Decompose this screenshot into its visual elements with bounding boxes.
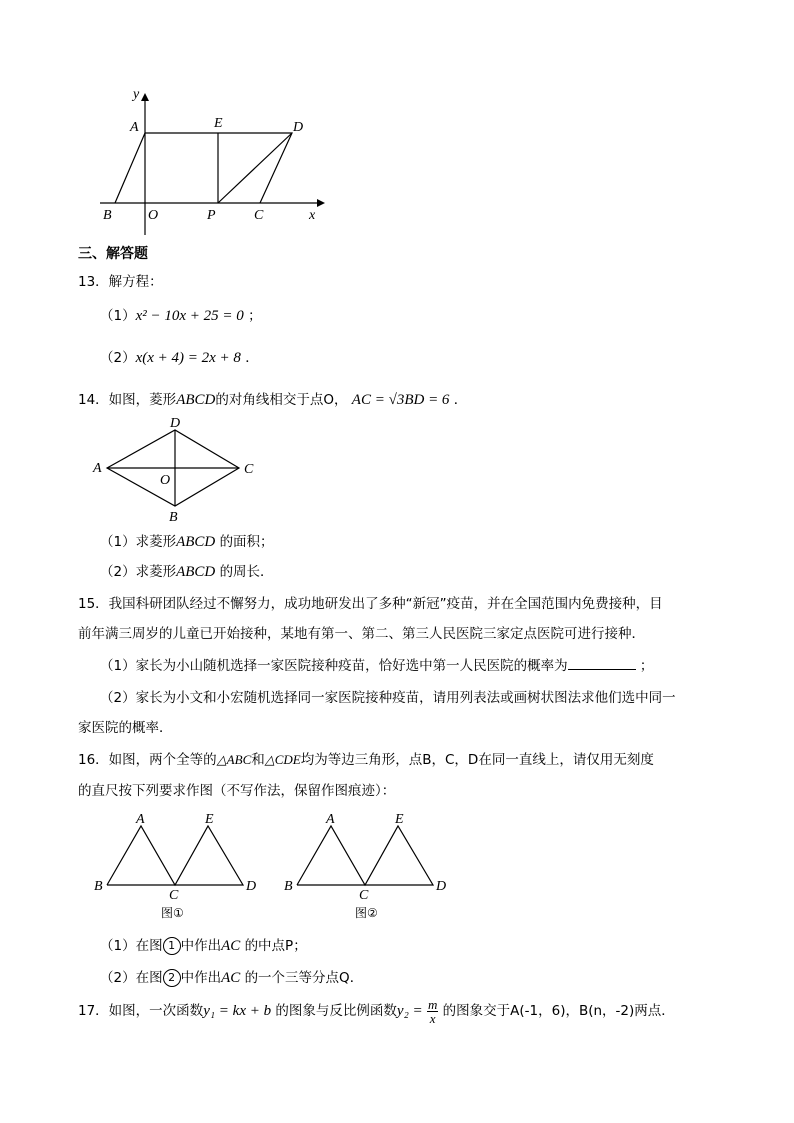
q15-part2-line2: 家医院的概率． <box>78 720 173 736</box>
label-o: O <box>160 473 171 488</box>
label-y: y <box>133 87 140 102</box>
label-b: B <box>284 879 293 894</box>
q14-part1-abcd: ABCD <box>176 534 216 550</box>
q13-part2-end: ． <box>245 350 259 366</box>
q14-abcd: ABCD <box>176 392 216 408</box>
q16-part1 <box>100 934 307 955</box>
q13-part1-equation: x² − 10x + 25 = 0 <box>135 308 244 324</box>
section-title: 三、解答题 <box>78 246 148 262</box>
q13-part1-end: ； <box>248 308 262 324</box>
triangles-figure-2 <box>280 810 455 922</box>
triangle-abc-cde <box>297 826 433 885</box>
figure-caption-2: 图② <box>355 906 378 920</box>
q16-part1-c: 的中点P； <box>244 938 307 954</box>
q14-part2-abcd: ABCD <box>176 564 216 580</box>
q15-line2: 前年满三周岁的儿童已开始接种，某地有第一、第二、第三人民医院三家定点医院可进行接种． <box>78 626 645 642</box>
label-b: B <box>103 208 112 223</box>
label-a: A <box>326 812 335 827</box>
segment-pd <box>218 133 292 203</box>
label-e: E <box>214 116 223 131</box>
triangles-figure-1 <box>90 810 265 922</box>
x-axis-arrow <box>317 199 325 207</box>
q16-part2-a: （2）在图 <box>100 970 163 986</box>
y-axis-arrow <box>141 93 149 101</box>
q13-part1-num: （1） <box>100 308 136 324</box>
q13-stem: 13．解方程： <box>78 274 163 290</box>
q14-stem-a: 14．如图，菱形 <box>78 392 177 408</box>
q14-stem <box>78 388 467 409</box>
label-o: O <box>148 208 159 223</box>
q14-part2 <box>100 560 274 581</box>
q16-tri1: △ABC <box>216 752 252 767</box>
q14-stem-b: 的对角线相交于点O， <box>215 392 348 408</box>
parallelogram-abcd <box>115 133 292 203</box>
q16-part2-ac: AC <box>221 970 241 986</box>
label-b: B <box>94 879 103 894</box>
label-c: C <box>169 888 179 903</box>
label-d: D <box>170 416 181 431</box>
figure-2-circled-number: 2 <box>163 969 181 987</box>
label-b: B <box>169 510 178 525</box>
label-p: P <box>207 208 216 223</box>
q14-part2-a: （2）求菱形 <box>100 564 177 580</box>
q15-part1 <box>100 654 653 674</box>
q16-part2-c: 的一个三等分点Q． <box>244 970 364 986</box>
label-d: D <box>293 120 304 135</box>
q13-part1 <box>100 304 262 325</box>
q17-fraction <box>427 998 438 1025</box>
figure-caption-1: 图① <box>161 906 184 920</box>
label-d: D <box>246 879 257 894</box>
q16-part1-ac: AC <box>221 938 241 954</box>
q16-line1-a: 16．如图，两个全等的 <box>78 752 217 768</box>
q17-inverse-function: y₂ = <box>396 1003 423 1019</box>
q16-line2: 的直尺按下列要求作图（不写作法，保留作图痕迹）： <box>78 783 396 799</box>
q16-and: 和 <box>251 752 265 768</box>
label-a: A <box>93 461 102 476</box>
label-e: E <box>395 812 404 827</box>
label-e: E <box>205 812 214 827</box>
label-c: C <box>244 462 254 477</box>
q14-part1-a: （1）求菱形 <box>100 534 177 550</box>
figure-1-circled-number: 1 <box>163 937 181 955</box>
label-a: A <box>136 812 145 827</box>
q16-tri2: △CDE <box>264 752 301 767</box>
q15-part1-end: ； <box>639 658 654 674</box>
q17-fraction-numerator: m <box>427 996 438 1012</box>
parallelogram-coordinate-figure <box>95 85 335 235</box>
q17-fraction-denominator: x <box>429 1010 436 1026</box>
q14-part1 <box>100 530 274 551</box>
label-d: D <box>436 879 447 894</box>
q14-part2-b: 的周长． <box>219 564 274 580</box>
q15-part1-text: （1）家长为小山随机选择一家医院接种疫苗，恰好选中第一人民医院的概率为 <box>100 658 568 674</box>
q17-linear-function: y₁ = kx + b <box>203 1003 272 1019</box>
label-x: x <box>309 208 316 223</box>
q13-part2 <box>100 346 259 367</box>
q17-a: 17．如图，一次函数 <box>78 1003 204 1019</box>
q14-part1-b: 的面积； <box>219 534 274 550</box>
label-a: A <box>130 120 139 135</box>
q17-b: 的图象与反比例函数 <box>275 1003 397 1019</box>
q16-part1-b: 中作出 <box>180 938 222 954</box>
rhombus-figure <box>90 415 260 527</box>
q14-equation: AC = √3BD = 6 <box>351 392 450 408</box>
q15-line1: 15．我国科研团队经过不懈努力，成功地研发出了多种“新冠”疫苗，并在全国范围内免费接种，目 <box>78 596 663 612</box>
q15-answer-blank <box>568 657 636 670</box>
q16-line1 <box>78 748 654 768</box>
q14-end: ． <box>453 392 468 408</box>
q17-c: 的图象交于A(-1，6)，B(n，-2)两点． <box>442 1003 675 1019</box>
q13-part2-equation: x(x + 4) = 2x + 8 <box>135 350 241 366</box>
q16-part2 <box>100 966 363 987</box>
label-c: C <box>359 888 369 903</box>
triangle-abc-cde <box>107 826 243 885</box>
q13-part2-num: （2） <box>100 350 136 366</box>
q16-line1-b: 均为等边三角形，点B，C，D在同一直线上，请仅用无刻度 <box>300 752 654 768</box>
q16-part2-b: 中作出 <box>180 970 222 986</box>
q17-line <box>78 996 675 1026</box>
q15-part2-line1: （2）家长为小文和小宏随机选择同一家医院接种疫苗，请用列表法或画树状图法求他们选中同一 <box>100 690 676 706</box>
q16-part1-a: （1）在图 <box>100 938 163 954</box>
label-c: C <box>254 208 264 223</box>
